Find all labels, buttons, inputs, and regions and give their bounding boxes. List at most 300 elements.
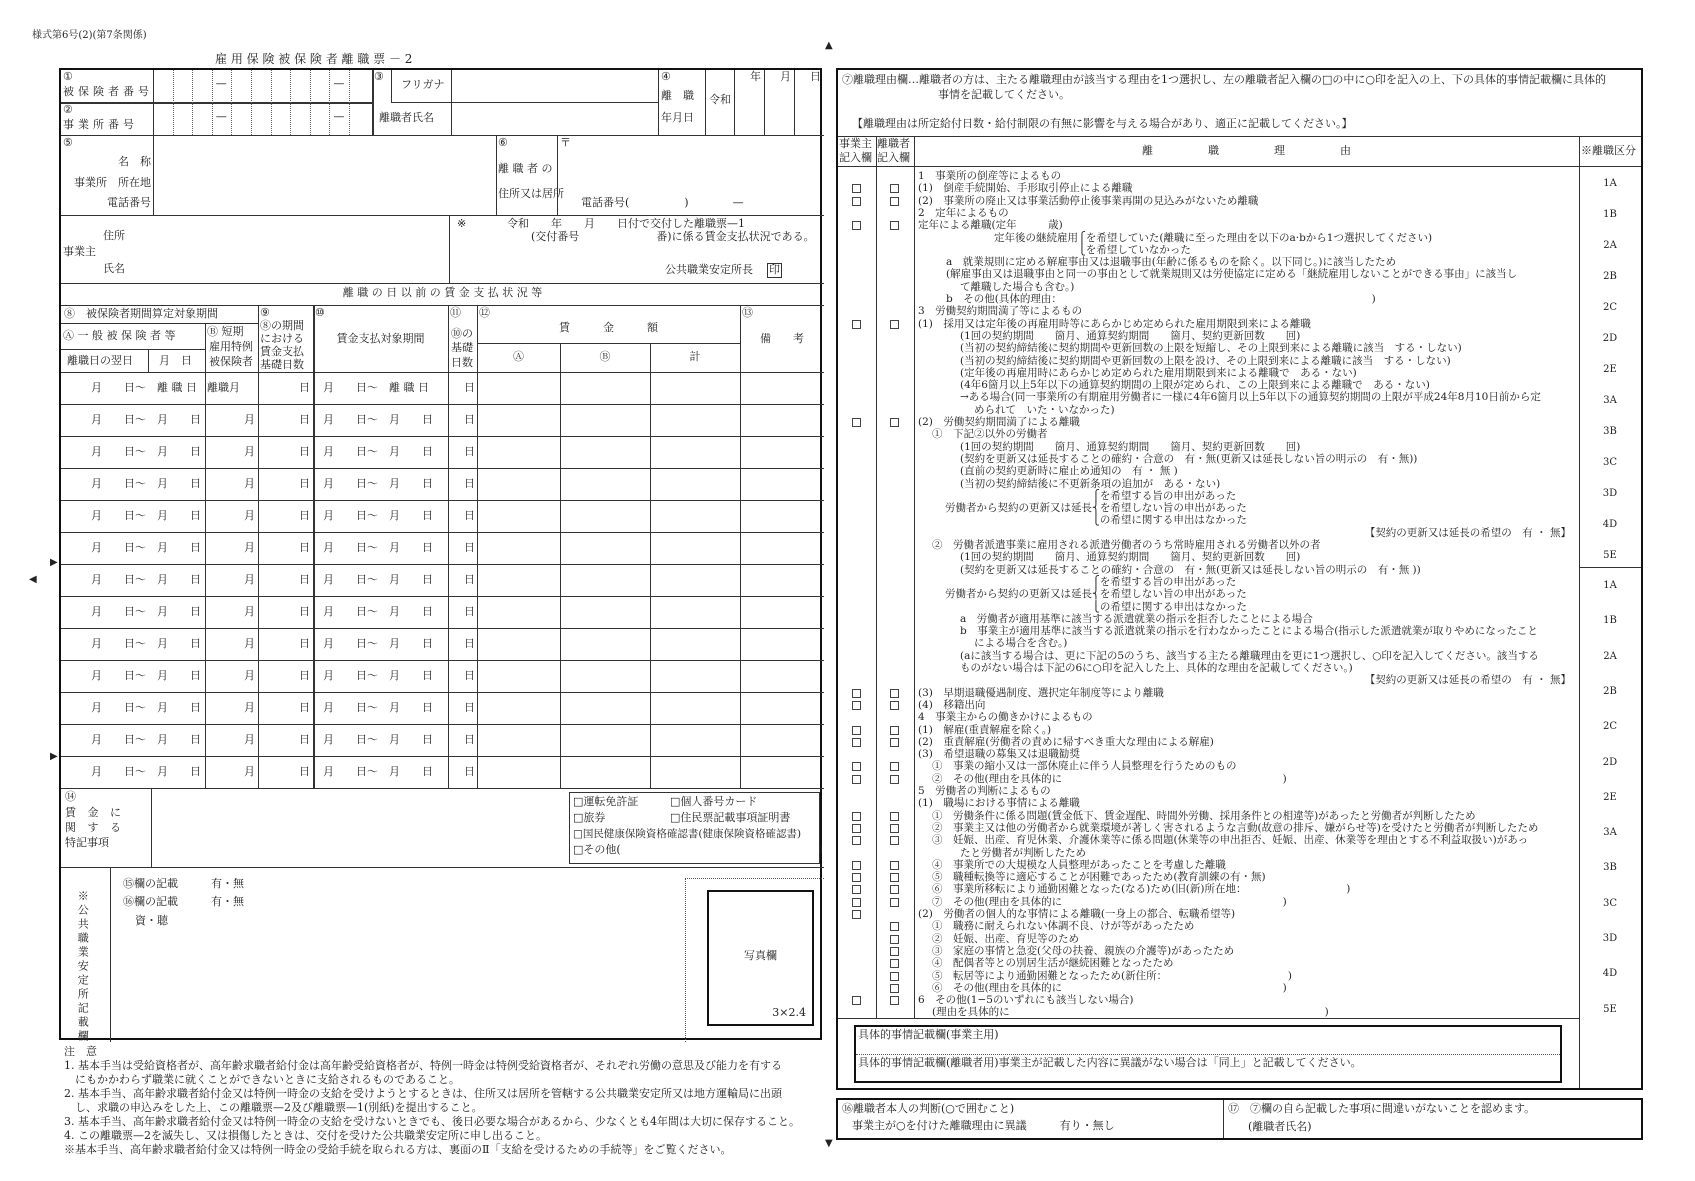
reason-line [946,256,1396,268]
base-days: 日 [299,509,310,522]
wage-b-field[interactable] [560,597,650,627]
wage-total-field[interactable] [650,469,740,499]
separator-checkbox[interactable] [890,885,899,894]
remarks-field[interactable] [740,373,824,403]
kubun-code: 5E [1603,1003,1617,1015]
reason-line [960,847,1086,859]
employer-checkbox[interactable] [852,726,861,735]
employer-checkbox[interactable] [852,221,861,230]
reason-line [918,785,1051,797]
remarks-field[interactable] [740,693,824,723]
issue-note: (交付番号 番)に係る賃金支払状況である。 [531,230,815,243]
col9-header: 賃金支払 [260,345,304,358]
postal-mark: 〒 [560,136,571,149]
separator-checkbox[interactable] [890,922,899,931]
wage-b-field[interactable] [560,437,650,467]
reason-text: 【契約の更新又は延長の希望の 有 ・ 無】 [1364,674,1571,687]
accuracy-notice: 【離職理由は所定給付日数・給付制限の有無に影響を与える場合があり、適正に記載してください。】 [852,117,1353,130]
payment-period: 月 日～ 月 日 [323,445,433,458]
detail-employer-field[interactable] [858,1041,1558,1053]
kubun-code: 2E [1603,791,1617,803]
payment-days: 日 [464,477,475,490]
employer-checkbox[interactable] [852,320,861,329]
reason-line [960,613,1313,625]
base-days: 日 [299,637,310,650]
employer-checkbox[interactable] [852,910,861,919]
employer-checkbox[interactable] [852,701,861,710]
wage-total-field[interactable] [650,597,740,627]
wage-a-field[interactable] [477,629,560,659]
base-days: 日 [299,733,310,746]
separator-checkbox[interactable] [890,184,899,193]
reason-text: (定年後の再雇用時にあらかじめ定められた雇用期限到来による離職で ある・ない) [960,366,1357,379]
col9-header: ⑨ [260,306,270,319]
furigana-field[interactable] [453,72,656,100]
wage-total-field[interactable] [650,629,740,659]
wage-a-field[interactable] [477,405,560,435]
field-number: ③ [374,70,384,83]
photo-box[interactable] [707,890,814,1026]
wage-table-row [61,692,824,724]
reason-line [932,945,1234,957]
separation-date-label: 離 職 [661,89,694,102]
reason-line [932,957,1174,969]
remarks-field[interactable] [740,437,824,467]
wage-total-field[interactable] [650,405,740,435]
reason-text: ⑦ その他(理由を具体的に ) [932,895,1287,908]
reason-text: (契約を更新又は延長することの確約・合意の 有・無(更新又は延長しない旨の明示の 有・無 )) [960,563,1421,576]
wage-table-row [61,532,824,564]
digit-cell[interactable] [329,70,348,101]
digit-cell[interactable] [271,103,290,134]
reason-line [932,588,1247,600]
payment-period: 月 日～ 月 日 [323,605,433,618]
wage-b-field[interactable] [560,533,650,563]
period-b: 月 [244,477,255,490]
wage-b-field[interactable] [560,629,650,659]
reason-text: 6 その他(1−5のいずれにも該当しない場合) [918,994,1134,1007]
wage-table-row [61,596,824,628]
col10-header: 賃金支払対象期間 [336,332,425,345]
confirmation-section [836,1098,1643,1140]
reason-line [918,724,1051,736]
separator-checkbox[interactable] [890,738,899,747]
reason-line [932,502,1247,514]
wage-total-field[interactable] [650,533,740,563]
reason-text: ⑤ 職種転換等に適応することが困難であったため(教育訓練の有・無) [932,871,1266,884]
own-judgment-label: ⑯離職者本人の判断(○で囲むこと) [842,1102,1015,1115]
reason-text: (当初の契約締結後に不更新条項の追加が ある・ない) [960,477,1221,490]
wage-a-field[interactable] [477,373,560,403]
kubun-code: 1B [1603,209,1617,220]
separator-column-header: 記入欄 [877,151,910,164]
field-number: ⑤ [63,136,73,149]
reason-line [932,970,1292,982]
separator-checkbox[interactable] [890,701,899,710]
notes-title: 注 意 [64,1045,97,1058]
period-b: 月 [244,669,255,682]
day-label: 日 [810,70,821,83]
kubun-code: 1B [1603,615,1617,627]
remarks-field[interactable] [740,565,824,595]
employer-address-label: 住所 [103,229,125,242]
arrow-right-icon: ▶ [50,751,58,762]
field-number: ① [63,70,73,83]
base-days: 日 [299,605,310,618]
base-days: 日 [299,541,310,554]
reason-line [932,490,1236,502]
employer-checkbox[interactable] [852,861,861,870]
wage-table-row [61,564,824,596]
separator-checkbox[interactable] [890,984,899,993]
kubun-code: 2B [1603,685,1617,697]
wage-b-field[interactable] [560,565,650,595]
separator-checkbox[interactable] [890,824,899,833]
reason-line [932,773,1287,785]
separator-checkbox[interactable] [890,689,899,698]
remarks-field[interactable] [740,501,824,531]
digit-cell[interactable] [310,103,329,134]
official-mark: ※ [457,217,467,230]
digit-dash: — [333,110,345,123]
kubun-column-header: ※離職区分 [1581,144,1636,157]
base-days: 日 [299,413,310,426]
period-b: 月 [244,701,255,714]
employer-checkbox[interactable] [852,898,861,907]
seal-mark: 印 [769,263,780,276]
digit-cell[interactable] [290,103,309,134]
period-a: 月 日～ 月 日 [91,477,201,490]
employer-checkbox[interactable] [852,996,861,1005]
digit-cell[interactable] [173,103,192,134]
payment-days: 日 [464,413,475,426]
wage-b-field[interactable] [560,693,650,723]
wage-a-field[interactable] [477,725,560,755]
wage-total-field[interactable] [650,661,740,691]
digit-cell[interactable] [251,103,270,134]
wage-b-field[interactable] [560,757,650,787]
reason-line [960,342,1462,354]
detail-separator-label: 具体的事情記載欄(離職者用)事業主が記載した内容に異議がない場合は「同上」と記載してください。 [858,1056,1362,1069]
col-b-header: Ⓑ [599,350,611,363]
reason-line [918,219,1063,231]
wage-a-field[interactable] [477,693,560,723]
remarks-field[interactable] [740,469,824,499]
reason-line [932,933,1079,945]
reason-text: ③ 妊娠、出産、育児休業、介護休業等に係る問題(休業等の申出拒否、妊娠、出産、休業等を理由とする不利益取扱い)があっ [932,834,1529,847]
wage-table-row [61,756,824,788]
reason-text: (1) 解雇(重責解雇を除く。) [918,723,1052,736]
separator-checkbox[interactable] [890,947,899,956]
employer-checkbox[interactable] [852,775,861,784]
employer-checkbox[interactable] [852,824,861,833]
kubun-code: 3B [1603,862,1617,874]
period-a: 月 日～ 月 日 [91,637,201,650]
wage-a-field[interactable] [477,565,560,595]
reason-text: による場合を含む。) [974,637,1068,650]
reason-line [918,207,1009,219]
payment-days: 日 [464,509,475,522]
photo-label: 写真欄 [744,949,777,962]
employer-name-label: 氏名 [103,262,125,275]
wage-total-field[interactable] [650,565,740,595]
col9-header: 基礎日数 [260,358,304,371]
base-days: 日 [299,445,310,458]
reason-text: 【契約の更新又は延長の希望の 有 ・ 無】 [1364,526,1571,539]
remarks-field[interactable] [740,757,824,787]
reason-text: ⎨を希望しない旨の申出があった [1092,502,1247,515]
wage-a-field[interactable] [477,757,560,787]
reason-line [918,170,1061,182]
separator-checkbox[interactable] [890,836,899,845]
payment-period: 月 日～ 月 日 [323,509,433,522]
reason-text: ⎩の希望に関する申出はなかった [1092,600,1247,613]
reason-line [932,1006,1329,1018]
reason-text: (2) 労働者の個人的な事情による離職(一身上の都合、転職希望等) [918,908,1236,920]
digit-cell[interactable] [153,70,172,101]
remarks-field[interactable] [740,725,824,755]
payment-days: 日 [464,573,475,586]
name-label: 離職者氏名 [379,111,434,124]
payment-days: 日 [464,733,475,746]
col8b-header: 被保険者 [209,355,253,368]
wage-total-field[interactable] [650,693,740,723]
reason-line [960,662,1353,674]
payment-period: 月 日～ 月 日 [323,637,433,650]
wage-b-field[interactable] [560,469,650,499]
payment-period: 月 日～ 月 日 [323,477,433,490]
digit-cell[interactable] [212,70,231,101]
separator-checkbox[interactable] [890,935,899,944]
digit-cell[interactable] [349,70,368,101]
payment-days: 日 [464,445,475,458]
period-b: 離職月 [207,381,240,394]
col11-header: ⑪ [450,306,461,319]
reason-line [918,182,1132,194]
wage-total-field[interactable] [650,501,740,531]
separator-checkbox[interactable] [890,861,899,870]
remarks-field[interactable] [740,629,824,659]
employer-column-header: 記入欄 [839,151,872,164]
employer-checkbox[interactable] [852,184,861,193]
reason-text: ⎧を希望していた(離職に至った理由を以下のa·bから1つ選択してください) [1078,231,1433,244]
period-a: 月 日～ 月 日 [91,765,201,778]
remarks-field[interactable] [740,597,824,627]
period-a: 月 日～ 月 日 [91,573,201,586]
employer-checkbox[interactable] [852,885,861,894]
reason-text: (3) 希望退職の募集又は退職勧奨 [918,748,1080,761]
reason-text: (1) 採用又は定年後の再雇用時等にあらかじめ定められた雇用期限到来による離職 [918,317,1311,330]
reason-line [918,232,1432,244]
digit-cell[interactable] [192,70,211,101]
id-option-driver-license[interactable]: □運転免許証 [573,795,639,808]
kubun-code: 2E [1603,364,1617,375]
reason-text: (直前の契約更新時に雇止め通知の 有 ・ 無 ) [960,465,1178,478]
note-line: し、求職の申込みをした上、この離職票—2及び離職票—1(別紙)を提出すること。 [64,1101,483,1114]
digit-cell[interactable] [192,103,211,134]
reason-text: ⎩を希望していなかった [1078,243,1191,256]
digit-cell[interactable] [231,103,250,134]
employer-checkbox[interactable] [852,689,861,698]
id-option-other[interactable]: □その他( ) [573,843,823,856]
employer-checkbox[interactable] [852,418,861,427]
remarks-field[interactable] [740,661,824,691]
id-option-passport[interactable]: □旅券 [573,811,606,824]
separator-checkbox[interactable] [890,762,899,771]
wage-total-field[interactable] [650,437,740,467]
employer-checkbox[interactable] [852,762,861,771]
office-info-field[interactable] [155,137,494,213]
remarks-field[interactable] [740,533,824,563]
reason-line [932,834,1528,846]
name-field[interactable] [453,105,656,133]
wage-a-field[interactable] [477,597,560,627]
period-a: 月 日～ 月 日 [91,413,201,426]
kubun-code: 1A [1603,580,1617,591]
note-line: 2. 基本手当、高年齢求職者給付金又は特例一時金の支給を受けようとするときは、住所又は居所を管轄する公共職業安定所又は地方運輸局に出頭 [64,1087,782,1100]
reason-text: ⎩の希望に関する申出はなかった [1092,514,1247,527]
reason-text: (当初の契約締結後に契約期間や更新回数の上限を短縮し、その上限到来による離職に該当 する・しない) [960,342,1462,355]
wage-b-field[interactable] [560,405,650,435]
separator-checkbox[interactable] [890,418,899,427]
separator-checkbox[interactable] [890,996,899,1005]
digit-cell[interactable] [231,70,250,101]
kubun-code: 2C [1602,302,1617,313]
digit-cell[interactable] [153,103,172,134]
separator-signature-label: (離職者氏名) [1248,1120,1312,1133]
separator-checkbox[interactable] [890,959,899,968]
reason-line [960,330,1300,342]
reason-line [946,268,1517,280]
payment-days: 日 [464,669,475,682]
separator-checkbox[interactable] [890,898,899,907]
digit-cell[interactable] [271,70,290,101]
employer-checkbox[interactable] [852,873,861,882]
document-hearing-label: 資・聴 [135,914,168,927]
reason-text: (1回の契約期間 箇月、通算契約期間 箇月、契約更新回数 回) [960,329,1301,342]
reason-line [932,576,1236,588]
reason-line [974,637,1067,649]
field-number: ⑥ [498,136,508,149]
form-number: 様式第6号(2)(第7条関係) [32,30,147,41]
reason-text: b 事業主が適用基準に該当する派遣就業の指示を行わなかったことによる場合(指示した派遣就業が取りやめになったこと [960,625,1538,638]
employer-checkbox[interactable] [852,836,861,845]
reason-line [960,625,1538,637]
col-a-header: Ⓐ [513,350,524,363]
payment-days: 日 [464,381,475,394]
separator-checkbox[interactable] [890,221,899,230]
note-line: 3. 基本手当、高年齢求職者給付金又は特例一時金の支給を受けないときでも、後日必要な場合があるから、少なくとも4年間は大切に保存すること。 [64,1115,800,1128]
reason-text: b その他(具体的理由： ) [946,293,1376,305]
special-notes-label: 特記事項 [65,836,109,849]
wage-a-field[interactable] [477,469,560,499]
payment-days: 日 [464,605,475,618]
reason-text: ① 下記②以外の労働者 [932,428,1048,441]
col15-record: ⑮欄の記載 有・無 [123,877,244,890]
employer-checkbox[interactable] [852,738,861,747]
payment-period: 月 日～ 月 日 [323,541,433,554]
wage-b-field[interactable] [560,725,650,755]
wage-table-row [61,628,824,660]
digit-cell[interactable] [212,103,231,134]
reason-line [918,994,1134,1006]
separator-checkbox[interactable] [890,726,899,735]
remarks-field[interactable] [740,405,824,435]
wage-b-field[interactable] [560,501,650,531]
wage-b-field[interactable] [560,661,650,691]
kubun-code: 2C [1602,721,1617,733]
employer-checkbox[interactable] [852,197,861,206]
period-a: 月 日～ 月 日 [91,445,201,458]
reason-line [960,441,1300,453]
separator-checkbox[interactable] [890,972,899,981]
digit-cell[interactable] [329,103,348,134]
office-chief-label: 公共職業安定所長 [665,263,753,276]
period-b: 月 [244,445,255,458]
reason-line [960,367,1357,379]
id-option-resident-certificate[interactable]: □住民票記載事項証明書 [670,811,791,824]
reason-text: められて いた・いなかった) [974,403,1115,416]
wage-a-field[interactable] [477,501,560,531]
separator-checkbox[interactable] [890,775,899,784]
digit-cell[interactable] [251,70,270,101]
period-b: 月 [244,733,255,746]
wage-b-field[interactable] [560,373,650,403]
digit-cell[interactable] [349,103,368,134]
col8b-header: Ⓑ 短期 [207,325,244,338]
payment-period: 月 日～ 離 職 日 [323,381,429,394]
reason-column-header: 離 職 理 由 [1142,144,1351,157]
digit-cell[interactable] [310,70,329,101]
col11-header: 基礎 [451,341,473,354]
id-option-health-insurance[interactable]: □国民健康保険資格確認書(健康保険資格確認書) [573,828,802,840]
detail-separator-field[interactable] [858,1069,1558,1081]
special-notes-field[interactable] [153,790,563,865]
digit-cell[interactable] [173,70,192,101]
digit-cell[interactable] [290,70,309,101]
wage-a-field[interactable] [477,437,560,467]
separator-checkbox[interactable] [890,812,899,821]
reason-text: ② 事業主又は他の労働者から就業環境が著しく害されるような言動(故意の排斥、嫌がらせ等)を受けたと労働者が判断したため [932,821,1539,834]
wage-a-field[interactable] [477,533,560,563]
employer-checkbox[interactable] [852,812,861,821]
note-line: ※基本手当、高年齢求職者給付金又は特例一時金の受給手続を取られる方は、裏面のⅡ「支給を受けるための手続等」をご覧ください。 [64,1143,732,1156]
period-b: 月 [244,509,255,522]
id-option-my-number-card[interactable]: □個人番号カード [670,795,758,808]
reason-text: たと労働者が判断したため [960,846,1086,859]
separator-checkbox[interactable] [890,320,899,329]
wage-total-field[interactable] [650,373,740,403]
wage-total-field[interactable] [650,725,740,755]
field-number: ⑭ [65,790,76,803]
wage-a-field[interactable] [477,661,560,691]
kubun-code: 4D [1602,968,1618,980]
address-label: 離 職 者 の [498,162,553,175]
reason-line [918,305,1082,317]
address-label: 住所又は居所 [498,187,564,200]
note-line: 4. この離職票—2を滅失し、又は損傷したときは、交付を受けた公共職業安定所に申し出ること。 [64,1129,547,1142]
reason-line [960,391,1541,403]
separator-checkbox[interactable] [890,873,899,882]
objection-choice[interactable]: 事業主が○を付けた離職理由に異議 有り・無し [852,1119,1115,1132]
kubun-code: 5E [1603,550,1617,561]
wage-table-row [61,468,824,500]
reason-text: 5 労働者の判断によるもの [918,785,1051,797]
wage-total-field[interactable] [650,757,740,787]
separator-checkbox[interactable] [890,197,899,206]
col8a-header: Ⓐ 一 般 被 保 険 者 等 [63,329,176,342]
period-a: 月 日～ 離 職 日 [91,381,197,394]
